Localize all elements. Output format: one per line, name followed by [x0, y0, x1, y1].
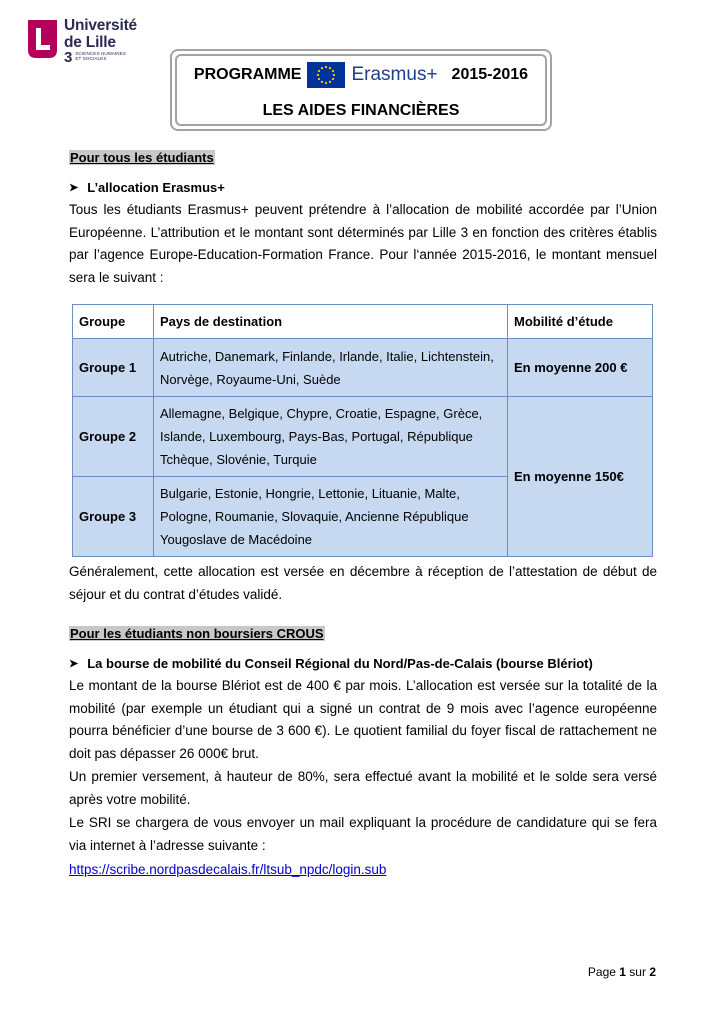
- page-footer: [588, 965, 656, 979]
- table-header-row: [73, 305, 653, 339]
- after-table-paragraph: Généralement, cette allocation est versée en décembre à réception de l’attestation de début de séjour et du contrat d’études validé.: [69, 564, 657, 602]
- section-heading-text: Pour les étudiants non boursiers CROUS: [70, 626, 324, 641]
- logo-number: 3: [64, 49, 73, 66]
- title-subtitle: LES AIDES FINANCIÈRES: [262, 102, 460, 119]
- page-total: 2: [649, 965, 656, 979]
- title-year: 2015-2016: [451, 66, 529, 83]
- title-programme: PROGRAMME: [193, 66, 302, 83]
- application-link-line: [69, 859, 657, 882]
- eu-flag-icon: [307, 62, 345, 88]
- group-cell: Groupe 2: [73, 397, 154, 477]
- amount-cell: En moyenne 200 €: [508, 339, 653, 397]
- bullet-bleriot: [69, 656, 593, 671]
- logo-line-2: de Lille: [64, 33, 116, 51]
- header-group: Groupe: [73, 305, 154, 339]
- header-countries: Pays de destination: [154, 305, 508, 339]
- page-number: 1: [619, 965, 626, 979]
- of-label: sur: [629, 965, 646, 979]
- section-heading-all-students: [69, 150, 215, 165]
- logo-line-1: Université: [64, 17, 137, 34]
- bullet-erasmus-label: L’allocation Erasmus+: [87, 180, 225, 195]
- arrow-bullet-icon: ➤: [69, 658, 79, 670]
- group-cell: Groupe 3: [73, 477, 154, 557]
- header-mobility: Mobilité d’étude: [508, 305, 653, 339]
- bleriot-paragraph-2: Un premier versement, à hauteur de 80%, sera effectué avant la mobilité et le solde sera versé après votre mobilité.: [69, 769, 657, 807]
- erasmus-plus-logo: Erasmus+: [351, 64, 438, 85]
- table-row: [73, 339, 653, 397]
- lille-logo-mark-icon: [26, 20, 59, 58]
- amount-cell: En moyenne 150€: [508, 397, 653, 557]
- countries-cell: Autriche, Danemark, Finlande, Irlande, Italie, Lichtenstein, Norvège, Royaume-Uni, Suède: [154, 339, 508, 397]
- bullet-erasmus-allowance: [69, 180, 225, 195]
- section-heading-non-scholarship: [69, 626, 325, 641]
- page-label: Page: [587, 965, 616, 979]
- university-logo: [26, 16, 136, 66]
- countries-cell: Allemagne, Belgique, Chypre, Croatie, Espagne, Grèce, Islande, Luxembourg, Pays-Bas, Portugal, République Tchèque, Slovénie, Turquie: [154, 397, 508, 477]
- countries-cell: Bulgarie, Estonie, Hongrie, Lettonie, Lituanie, Malte, Pologne, Roumanie, Slovaquie, Ancienne République Yougoslave de Macédoine: [154, 477, 508, 557]
- bleriot-paragraph-3: Le SRI se chargera de vous envoyer un mail expliquant la procédure de candidature qui se fera via internet à l’adresse suivante :: [69, 815, 657, 853]
- allowance-table: [72, 304, 653, 557]
- application-link[interactable]: https://scribe.nordpasdecalais.fr/ltsub_npdc/login.sub: [69, 862, 387, 877]
- bleriot-paragraph-1: Le montant de la bourse Blériot est de 400 € par mois. L’allocation est versée sur la totalité de la mobilité (par exemple un étudiant qui a signé un contrat de 9 mois avec l’agence européenne pourra bénéficier d’une bourse de 3 600 €). Le quotient familial du foyer fiscal de rattachement ne doit pas dépasser 26 000€ brut.: [69, 678, 657, 762]
- section-heading-text: Pour tous les étudiants: [70, 150, 214, 165]
- group-cell: Groupe 1: [73, 339, 154, 397]
- table-row: [73, 397, 653, 477]
- logo-subtitle-1: SCIENCES HUMAINES: [75, 51, 127, 56]
- logo-subtitle-2: ET SOCIALES: [75, 56, 107, 62]
- erasmus-paragraph: Tous les étudiants Erasmus+ peuvent prétendre à l’allocation de mobilité accordée par l’Union Européenne. L’attribution et le montant sont déterminés par Lille 3 en fonction des critères établis par l’agence Europe-Education-Formation France. Pour l‘année 2015-2016, le montant mensuel sera le suivant :: [69, 202, 657, 286]
- title-box: [170, 49, 552, 131]
- arrow-bullet-icon: ➤: [69, 182, 79, 194]
- bullet-bleriot-label: La bourse de mobilité du Conseil Régional du Nord/Pas-de-Calais (bourse Blériot): [87, 656, 593, 671]
